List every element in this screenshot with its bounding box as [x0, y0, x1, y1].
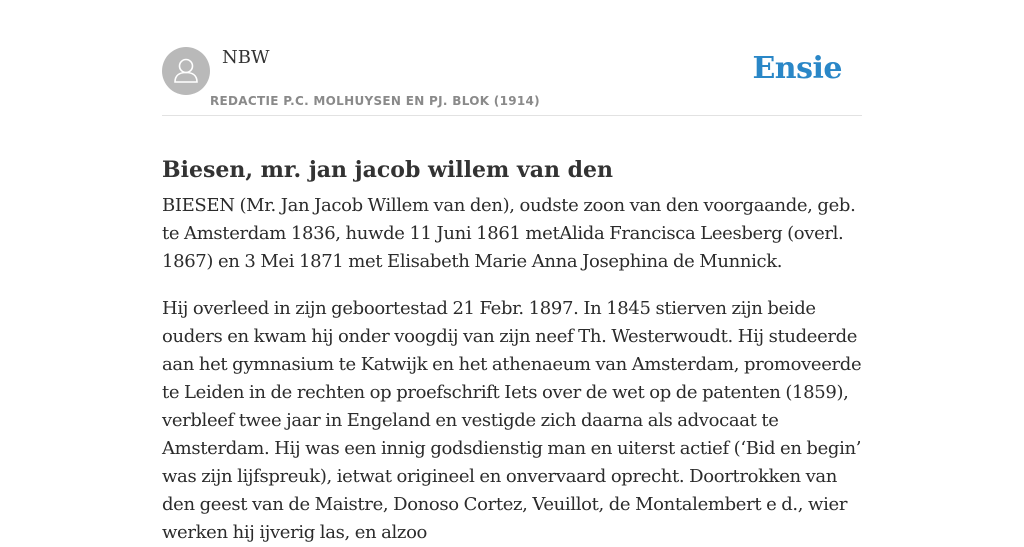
source-label: REDACTIE P.C. MOLHUYSEN EN PJ. BLOK (1914) — [210, 94, 540, 108]
ensie-logo[interactable]: Ensie — [752, 51, 842, 86]
article-container — [162, 0, 862, 543]
author-name[interactable]: NBW — [222, 47, 270, 68]
user-avatar-icon[interactable] — [162, 47, 210, 95]
article-title: Biesen, mr. jan jacob willem van den — [162, 156, 614, 183]
article-paragraph-2: Hij overleed in zijn geboortestad 21 Febr. 1897. In 1845 stierven zijn beide ouders en kwam hij onder voogdij van zijn neef Th. Westerwoudt. Hij studeerde aan het gymnasium te Katwijk en het athenaeum van Amsterdam, promoveerde te Leiden in de rechten op proefschrift Iets over de wet op de patenten (1859), verbleef twee jaar in Engeland en vestigde zich daarna als advocaat te Amsterdam. Hij was een innig godsdienstig man en uiterst actief (‘Bid en begin’ was zijn lijfspreuk), ietwat origineel en onvervaard oprecht. Doortrokken van den geest van de Maistre, Donoso Cortez, Veuillot, de Montalembert e d., wier werken hij ijverig las, en alzoo — [162, 298, 862, 543]
article-header — [162, 0, 862, 116]
article-paragraph-1: BIESEN (Mr. Jan Jacob Willem van den), oudste zoon van den voorgaande, geb. te Amsterdam 1836, huwde 11 Juni 1861 metAlida Francisca Leesberg (overl. 1867) en 3 Mei 1871 met Elisabeth Marie Anna Josephina de Munnick. — [162, 195, 856, 272]
user-silhouette-icon — [162, 47, 210, 95]
